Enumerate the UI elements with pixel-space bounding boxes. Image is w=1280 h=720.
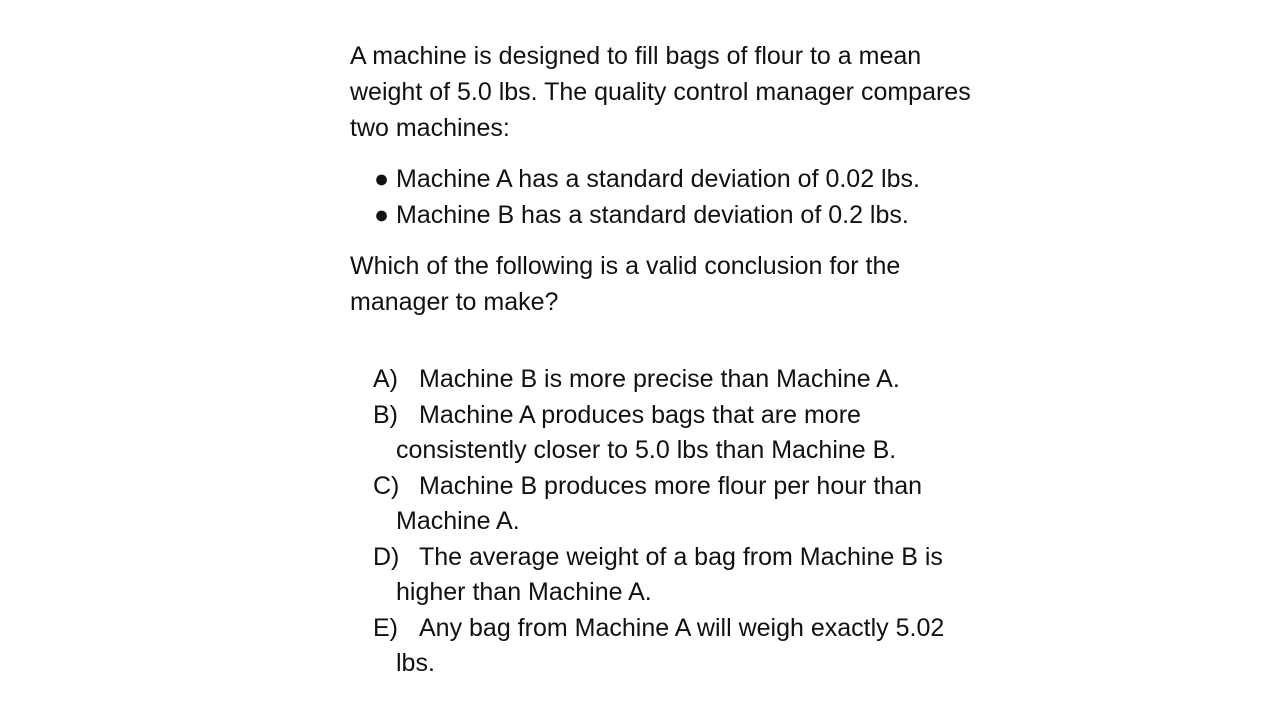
question-prompt: Which of the following is a valid conclusion for the manager to make? xyxy=(350,252,901,316)
question-content xyxy=(350,38,990,682)
choice-text: Machine B is more precise than Machine A. xyxy=(419,365,900,393)
choice-text: Any bag from Machine A will weigh exactly 5.02 lbs. xyxy=(396,613,945,677)
choice-b[interactable] xyxy=(373,398,990,469)
machine-b-text: Machine B has a standard deviation of 0.2 lbs. xyxy=(396,201,909,229)
choice-letter: C) xyxy=(373,471,400,500)
choice-letter: D) xyxy=(373,542,400,571)
choice-d[interactable] xyxy=(373,540,990,611)
machine-list xyxy=(350,161,990,233)
choice-text: Machine B produces more flour per hour than Machine A. xyxy=(396,471,923,535)
choice-a[interactable] xyxy=(373,362,990,398)
choice-letter: B) xyxy=(373,400,398,429)
answer-choices xyxy=(350,362,990,682)
machine-b-item xyxy=(374,197,990,233)
choice-letter: A) xyxy=(373,365,398,393)
machine-a-item xyxy=(374,161,990,197)
choice-c[interactable] xyxy=(373,469,990,540)
choice-letter: E) xyxy=(373,613,398,642)
machine-a-text: Machine A has a standard deviation of 0.02 lbs. xyxy=(396,165,920,193)
intro-paragraph: A machine is designed to fill bags of flour to a mean weight of 5.0 lbs. The quality control manager compares two machines: xyxy=(350,42,971,142)
bullet-icon: ● xyxy=(374,201,390,229)
choice-text: The average weight of a bag from Machine B is higher than Machine A. xyxy=(396,542,943,606)
bullet-icon: ● xyxy=(374,165,390,193)
choice-e[interactable] xyxy=(373,611,990,682)
choice-text: Machine A produces bags that are more consistently closer to 5.0 lbs than Machine B. xyxy=(396,400,897,464)
